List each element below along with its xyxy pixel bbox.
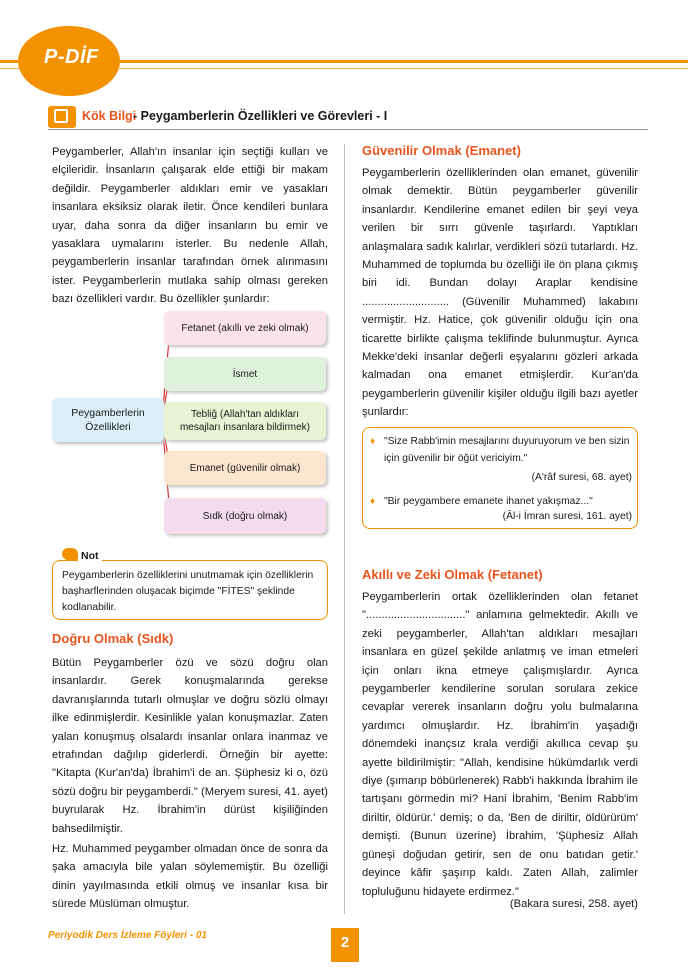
heading-akilli: Akıllı ve Zeki Olmak (Fetanet) — [362, 567, 543, 582]
dogru-paragraph-1: Bütün Peygamberler özü ve sözü doğru olan insanlardır. Gerek konuşmalarında gerekse davranışlarında tutarlı olmuşlar ve doğru sözlü olmayı ilke edinmişlerdir. Kesinlikle yalan konuşmazlar. Zaten yalan konuşmuş olsalardı insanlar onlara inanmaz ve etrafından dağılıp giderlerdi. Örneğin bir ayette: "Kitapta (Kur'an'da) İbrahim'i de an. Şüphesiz ki o, özü sözü doğru bir peygamberdi." (Meryem suresi, 41. ayet) buyrularak Hz. İbrahim'in dürüst kişiliğinden bahsedilmiştir. — [52, 657, 328, 835]
dogru-paragraph-2: Hz. Muhammed peygamber olmadan önce de sonra da şaka amacıyla bile yalan söylememiştir. Bu özelliği dinin yayılmasında etkili olmuş ve insanlar kısa bir sürede Müslüman olmuştur. — [52, 843, 328, 911]
pdif-logo — [18, 26, 120, 96]
diagram-center: Peygamberlerin Özellikleri — [52, 398, 164, 442]
note-label: Not — [78, 550, 102, 562]
diagram-item-sidk: Sıdk (doğru olmak) — [164, 498, 326, 534]
note-text: Peygamberlerin özelliklerini unutmamak için özelliklerin başharflerinden oluşacak biçimde "FİTES" şeklinde kodlanabilir. — [62, 570, 314, 613]
guvenilir-paragraph: Peygamberlerin özelliklerinden olan emanet, güvenilir olmak demektir. Bütün peygamberler güvenilir insanlardır. Kendilerine emanet edilen bir şeyi veya verilen bir sırrı güvenle taşırlardı. Yaptıkları anlaşmalara sadık kalırlar, verdikleri sözü tutarlardı. Hz. Muhammed de toplumda bu özelliği ile ön plana çıkmış biri idi. Bundan dolayı Araplar kendisine ............................ (Güvenilir Muhammed) lakabını vermiştir. Hz. Hatice, çok güvenilir olduğu için ona ticarette birlikte çalışma teklifinde bulunmuştur. Ayrıca Mekke'deki insanlar değerli eşyalarını gözleri arkada kalmadan ona emanet etmişlerdir. Kur'an'da peygamberlerin güvenilir kişiler olduğu ilgili bazı ayetler şunlardır: — [362, 167, 638, 419]
intro-paragraph: Peygamberler, Allah'ın insanlar için seçtiği kulları ve elçileridir. İnsanların çalışarak elde ettiği bir makam değildir. Peygamberler aldıkları emir ve yasakları insanlara eksiksiz olarak iletir. Önce kendileri bunlara uyar, daha sonra da diğer insanların bu emir ve yasaklara uymalarını isterler. Bu nedenle Allah, peygamberlerin insanlar tarafından örnek alınmasını ister. Peygamberlerin mutlaka sahip olması gereken bazı özellikleri vardır. Bu özellikler şunlardır: — [52, 146, 328, 306]
section-title-underline — [48, 129, 648, 130]
diagram-item-emanet: Emanet (güvenilir olmak) — [164, 451, 326, 485]
footer-series-title: Periyodik Ders İzleme Föyleri - 01 — [48, 930, 207, 941]
column-divider — [344, 144, 345, 914]
quote-1-text: "Size Rabb'imin mesajlarını duyuruyorum ve ben sizin için güvenilir bir öğüt vericiyim." — [384, 436, 630, 464]
quote-bullet-icon: ♦ — [370, 496, 376, 507]
pdif-logo-text: P-DİF — [44, 46, 99, 68]
book-icon — [48, 106, 76, 128]
diagram-item-teblig: Tebliğ (Allah'tan aldıkları mesajları insanlara bildirmek) — [164, 402, 326, 440]
quote-2-text: "Bir peygambere emanete ihanet yakışmaz..." — [384, 496, 593, 507]
quote-2-ref: (Âl-i İmran suresi, 161. ayet) — [502, 511, 632, 522]
quote-bullet-icon: ♦ — [370, 436, 376, 447]
section-title: - Peygamberlerin Özellikleri ve Görevleri - I — [133, 109, 388, 123]
kok-bilgi-label: Kök Bilgi — [82, 109, 137, 123]
page-number: 2 — [331, 928, 359, 962]
section-title-bar — [48, 106, 648, 128]
quote-1-ref: (A'râf suresi, 68. ayet) — [531, 472, 632, 483]
diagram-item-fetanet: Fetanet (akıllı ve zeki olmak) — [164, 311, 326, 345]
heading-dogru: Doğru Olmak (Sıdk) — [52, 631, 174, 646]
pen-icon — [62, 548, 78, 560]
diagram-item-ismet: İsmet — [164, 357, 326, 391]
heading-guvenilir: Güvenilir Olmak (Emanet) — [362, 143, 521, 158]
akilli-paragraph: Peygamberlerin ortak özelliklerinden olan fetanet "................................" anlamına gelmektedir. Akıllı ve zeki peygamberler, Allah'tan aldıkları mesajları insanlara en güzel şekilde anlatmış ve iman etmeleri için onları ikna etmeye çalışmışlardır. Ayrıca peygamberler kendilerine sorulan sorulara zekice cevaplar vererek insanların doğru yolu bulmalarına yardımcı olmuşlardır. Hz. İbrahim'in yaşadığı dönemdeki inançsız krala verdiği akıllıca cevap şu ayette bildirilmiştir: "Allah, kendisine hükümdarlık verdi diye (şımarıp böbürlenerek) Rabb'i hakkında İbrahim ile tartışanı görmedin mi? Hani İbrahim, 'Benim Rabb'im diriltir, öldürür.' demiş; o da, 'Ben de diriltir, öldürürüm' demişti. (Bunun üzerine) İbrahim, 'Şüphesiz Allah güneşi doğudan getirir, sen de onu batıdan getir.' deyince kâfir şaşırıp kaldı. Zaten Allah, zalimler topluluğunu hidayete erdirmez." — [362, 591, 638, 898]
akilli-ref: (Bakara suresi, 258. ayet) — [509, 898, 638, 910]
